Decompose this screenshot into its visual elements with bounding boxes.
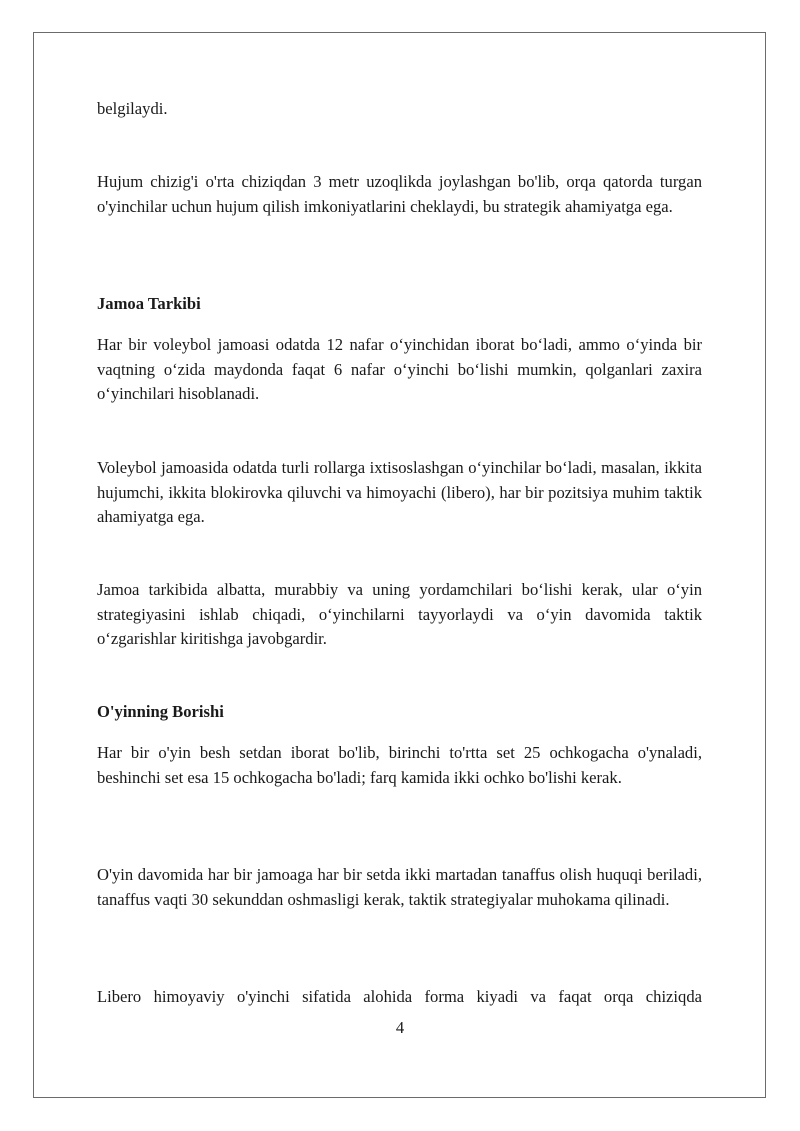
paragraph-attack-line: Hujum chizig'i o'rta chiziqdan 3 metr uzoqlikda joylashgan bo'lib, orqa qatorda turgan o'yinchilar uchun hujum qilish imkoniyatlarini cheklaydi, bu strategik ahamiyatga ega. (97, 172, 702, 216)
paragraph-timeouts: O'yin davomida har bir jamoaga har bir setda ikki martadan tanaffus olish huquqi beriladi, tanaffus vaqti 30 sekunddan oshmasligi kerak, taktik strategiyalar muhokama qilinadi. (97, 865, 702, 909)
page-number: 4 (395, 1018, 405, 1037)
paragraph-continuation: belgilaydi. (97, 99, 168, 118)
heading-team-composition: Jamoa Tarkibi (97, 294, 201, 313)
paragraph-coaching-staff: Jamoa tarkibida albatta, murabbiy va uning yordamchilari bo‘lishi kerak, ular o‘yin strategiyasini ishlab chiqadi, o‘yinchilarni tayyorlaydi va o‘yin davomida taktik o‘zgarishlar kiritishga javobgardir. (97, 580, 702, 648)
paragraph-team-size: Har bir voleybol jamoasi odatda 12 nafar o‘yinchidan iborat bo‘ladi, ammo o‘yinda bir vaqtning o‘zida maydonda faqat 6 nafar o‘yinchi bo‘lishi mumkin, qolganlari zaxira o‘yinchilari hisoblanadi. (97, 335, 702, 403)
heading-game-progress: O'yinning Borishi (97, 702, 224, 721)
paragraph-sets: Har bir o'yin besh setdan iborat bo'lib, birinchi to'rtta set 25 ochkogacha o'ynaladi, beshinchi set esa 15 ochkogacha bo'ladi; farq kamida ikki ochko bo'lishi kerak. (97, 743, 702, 787)
paragraph-libero: Libero himoyaviy o'yinchi sifatida alohida forma kiyadi va faqat orqa chiziqda (97, 987, 702, 1006)
paragraph-player-roles: Voleybol jamoasida odatda turli rollarga ixtisoslashgan o‘yinchilar bo‘ladi, masalan, ikkita hujumchi, ikkita blokirovka qiluvchi va himoyachi (libero), har bir pozitsiya muhim taktik ahamiyatga ega. (97, 458, 702, 526)
